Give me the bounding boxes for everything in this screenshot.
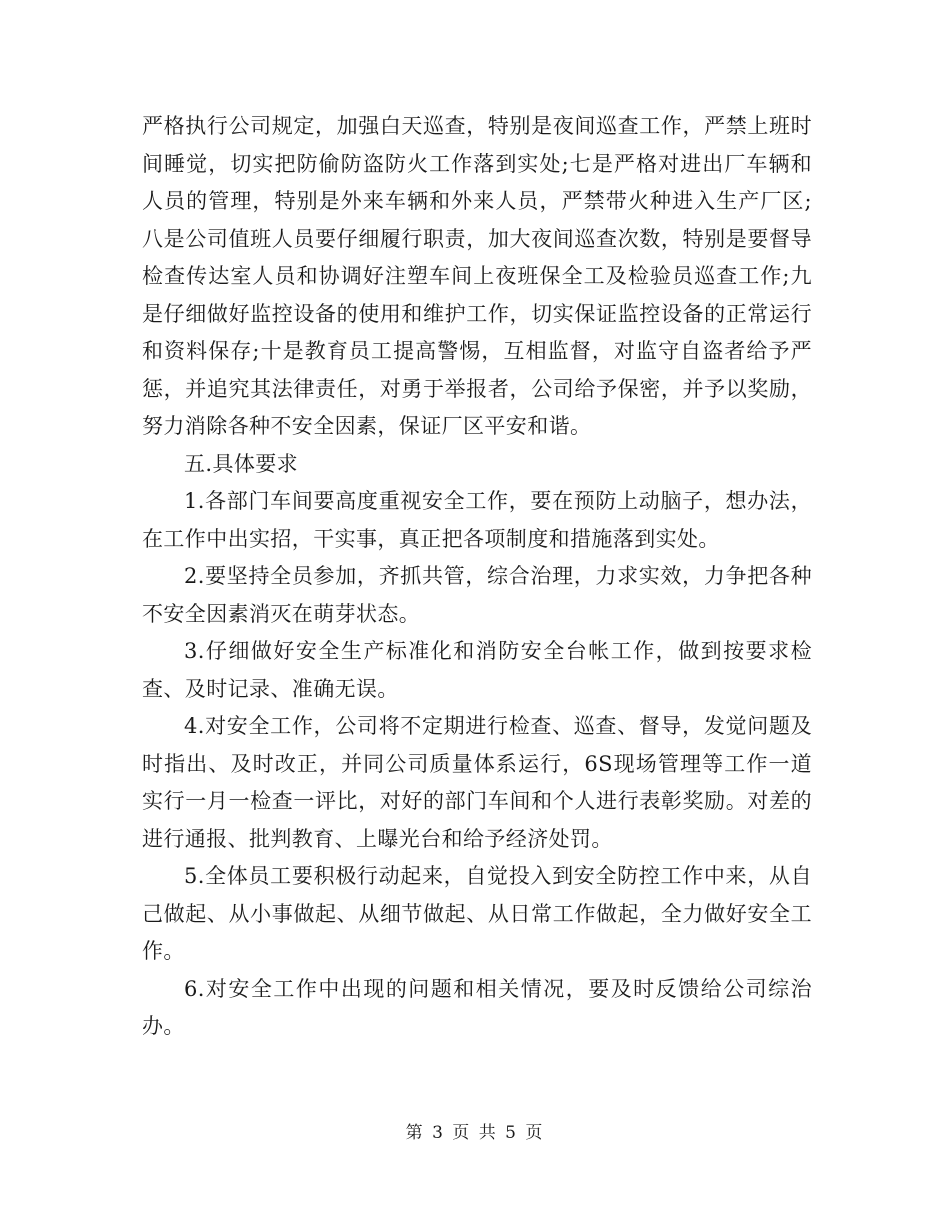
section-heading: 五.具体要求 bbox=[184, 451, 299, 476]
paragraph-continuation: 严格执行公司规定，加强白天巡查，特别是夜间巡查工作，严禁上班时间睡觉，切实把防偷防盗防火工作落到实处;七是严格对进出厂车辆和人员的管理，特别是外来车辆和外来人员，严禁带火种进入生产厂区;八是公司值班人员要仔细履行职责，加大夜间巡查次数，特别是要督导检查传达室人员和协调好注塑车间上夜班保全工及检验员巡查工作;九是仔细做好监控设备的使用和维护工作，切实保证监控设备的正常运行和资料保存;十是教育员工提高警惕，互相监督，对监守自盗者给予严惩，并追究其法律责任，对勇于举报者，公司给予保密，并予以奖励，努力消除各种不安全因素，保证厂区平安和谐。 bbox=[142, 114, 812, 438]
document-body bbox=[142, 108, 812, 1046]
requirement-item-6: 6.对安全工作中出现的问题和相关情况，要及时反馈给公司综治办。 bbox=[142, 976, 812, 1038]
requirement-item-4: 4.对安全工作，公司将不定期进行检查、巡查、督导，发觉问题及时指出、及时改正，并同公司质量体系运行，6S现场管理等工作一道实行一月一检查一评比，对好的部门车间和个人进行表彰奖励。对差的进行通报、批判教育、上曝光台和给予经济处罚。 bbox=[142, 714, 812, 851]
requirement-item-1: 1.各部门车间要高度重视安全工作，要在预防上动脑子，想办法，在工作中出实招，干实事，真正把各项制度和措施落到实处。 bbox=[142, 489, 812, 551]
requirement-item-2: 2.要坚持全员参加，齐抓共管，综合治理，力求实效，力争把各种不安全因素消灭在萌芽状态。 bbox=[142, 564, 812, 626]
requirement-item-3: 3.仔细做好安全生产标准化和消防安全台帐工作，做到按要求检查、及时记录、准确无误。 bbox=[142, 639, 812, 701]
requirement-item-5: 5.全体员工要积极行动起来，自觉投入到安全防控工作中来，从自己做起、从小事做起、从细节做起、从日常工作做起，全力做好安全工作。 bbox=[142, 864, 812, 963]
page-number-footer: 第 3 页 共 5 页 bbox=[405, 1123, 545, 1143]
